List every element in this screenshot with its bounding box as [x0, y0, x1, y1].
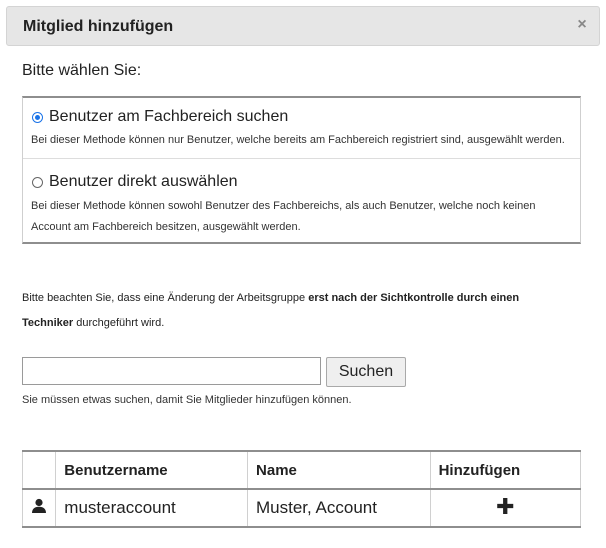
column-header-username: Benutzername — [56, 451, 248, 489]
notice-emphasis: erst nach der Sichtkontrolle durch einen Techniker — [22, 292, 520, 329]
selection-prompt: Bitte wählen Sie: — [22, 62, 142, 79]
table-header-row — [23, 451, 581, 489]
option-search-department[interactable] — [23, 98, 580, 159]
column-header-icon — [23, 451, 56, 489]
column-header-add: Hinzufügen — [430, 451, 580, 489]
option-description: Bei dieser Methode können nur Benutzer, welche bereits am Fachbereich registriert sind, ausgewählt werden. — [31, 134, 565, 146]
cell-add — [430, 489, 580, 527]
dialog-title: Mitglied hinzufügen — [23, 18, 174, 35]
option-description: Bei dieser Methode können sowohl Benutzer des Fachbereichs, als auch Benutzer, welche noch keinen Account am Fachbereich besitzen, ausgewählt werden. — [31, 200, 536, 233]
dialog-header — [6, 6, 600, 46]
radio-search-department[interactable] — [32, 112, 43, 123]
user-icon — [31, 498, 47, 514]
search-input[interactable] — [22, 357, 321, 385]
option-select-direct[interactable] — [23, 159, 580, 244]
cell-username: musteraccount — [56, 489, 248, 527]
option-label[interactable]: Benutzer direkt auswählen — [49, 173, 238, 190]
cell-name: Muster, Account — [248, 489, 431, 527]
add-member-icon[interactable]: ✚ — [496, 494, 515, 519]
notice-text: Bitte beachten Sie, dass eine Änderung der Arbeitsgruppe — [22, 292, 309, 304]
close-icon[interactable]: × — [577, 16, 587, 33]
workgroup-notice — [22, 286, 562, 336]
radio-select-direct[interactable] — [32, 177, 43, 188]
table-row — [23, 489, 581, 527]
notice-text-end: durchgeführt wird. — [73, 317, 165, 329]
method-options — [22, 96, 581, 244]
search-button[interactable]: Suchen — [326, 357, 406, 387]
option-label[interactable]: Benutzer am Fachbereich suchen — [49, 108, 289, 125]
member-table — [22, 450, 581, 528]
search-hint: Sie müssen etwas suchen, damit Sie Mitglieder hinzufügen können. — [22, 394, 352, 406]
column-header-name: Name — [248, 451, 431, 489]
user-icon-cell — [23, 489, 56, 527]
